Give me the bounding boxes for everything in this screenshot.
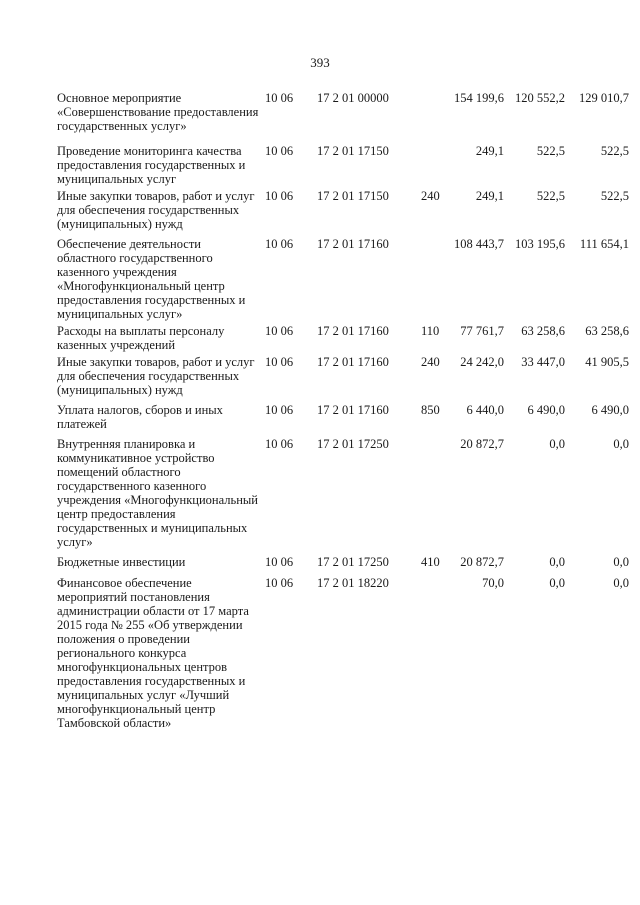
amount-year-3: 129 010,7	[579, 91, 629, 105]
section-code: 10 06	[265, 355, 294, 369]
expense-type-code	[421, 91, 445, 105]
table-row	[57, 324, 627, 352]
row-code	[265, 403, 445, 417]
amount-year-1: 6 440,0	[466, 403, 504, 417]
table-row	[57, 355, 627, 397]
amount-year-3: 0,0	[613, 437, 629, 451]
section-code: 10 06	[265, 437, 294, 451]
row-description: Финансовое обеспечение мероприятий постановления администрации области от 17 марта 2015 года № 255 «Об утверждении положения о проведении регионального конкурса многофункциональных центров предоставления государственных и муниципальных услуг «Лучший многофункциональный центр Тамбовской области»	[57, 576, 249, 730]
amount-year-1: 77 761,7	[460, 324, 504, 338]
amount-year-2: 103 195,6	[515, 237, 565, 251]
target-article-code: 17 2 01 17160	[317, 324, 389, 338]
target-article-code: 17 2 01 17250	[317, 437, 389, 451]
target-article-code: 17 2 01 17160	[317, 355, 389, 369]
amount-year-2: 0,0	[549, 576, 565, 590]
row-code	[265, 324, 445, 338]
table-row	[57, 144, 627, 186]
target-article-code: 17 2 01 17160	[317, 237, 389, 251]
table-row	[57, 237, 627, 321]
table-row	[57, 576, 627, 730]
expense-type-code	[421, 437, 445, 451]
row-code	[265, 437, 445, 451]
row-description: Обеспечение деятельности областного государственного казенного учреждения «Многофункциональный центр предоставления государственных и муниципальных услуг»	[57, 237, 246, 321]
row-code	[265, 144, 445, 158]
table-row	[57, 189, 627, 231]
target-article-code: 17 2 01 17160	[317, 403, 389, 417]
target-article-code: 17 2 01 17250	[317, 555, 389, 569]
row-code	[265, 355, 445, 369]
row-code	[265, 555, 445, 569]
amount-year-3: 111 654,1	[579, 237, 629, 251]
amount-year-3: 0,0	[613, 576, 629, 590]
amount-year-1: 154 199,6	[454, 91, 504, 105]
target-article-code: 17 2 01 17150	[317, 189, 389, 203]
section-code: 10 06	[265, 576, 294, 590]
expense-type-code: 410	[421, 555, 440, 569]
amount-year-2: 522,5	[536, 189, 565, 203]
row-code	[265, 237, 445, 251]
amount-year-1: 24 242,0	[460, 355, 504, 369]
amount-year-2: 0,0	[549, 555, 565, 569]
section-code: 10 06	[265, 189, 294, 203]
table-row	[57, 555, 627, 569]
amount-year-1: 249,1	[475, 144, 504, 158]
row-description: Внутренняя планировка и коммуникативное устройство помещений областного государственного казенного учреждения «Многофункциональный центр предоставления государственных и муниципальных услуг»	[57, 437, 258, 549]
amount-year-1: 20 872,7	[460, 437, 504, 451]
amount-year-2: 522,5	[536, 144, 565, 158]
expense-type-code	[421, 144, 445, 158]
amount-year-3: 6 490,0	[591, 403, 629, 417]
expense-type-code: 110	[421, 324, 440, 338]
row-code	[265, 576, 445, 590]
row-description: Уплата налогов, сборов и иных платежей	[57, 403, 223, 431]
amount-year-2: 63 258,6	[521, 324, 565, 338]
row-description: Иные закупки товаров, работ и услуг для обеспечения государственных (муниципальных) нужд	[57, 189, 255, 231]
row-code	[265, 189, 445, 203]
row-description: Расходы на выплаты персоналу казенных учреждений	[57, 324, 225, 352]
row-description: Иные закупки товаров, работ и услуг для обеспечения государственных (муниципальных) нужд	[57, 355, 255, 397]
row-code	[265, 91, 445, 105]
section-code: 10 06	[265, 403, 294, 417]
amount-year-2: 6 490,0	[527, 403, 565, 417]
budget-table	[57, 91, 627, 730]
section-code: 10 06	[265, 91, 294, 105]
target-article-code: 17 2 01 00000	[317, 91, 389, 105]
amount-year-2: 33 447,0	[521, 355, 565, 369]
table-row	[57, 437, 627, 549]
amount-year-2: 120 552,2	[515, 91, 565, 105]
expense-type-code: 850	[421, 403, 440, 417]
table-row	[57, 91, 627, 133]
expense-type-code: 240	[421, 189, 440, 203]
section-code: 10 06	[265, 144, 294, 158]
expense-type-code	[421, 576, 445, 590]
expense-type-code: 240	[421, 355, 440, 369]
section-code: 10 06	[265, 324, 294, 338]
amount-year-1: 249,1	[475, 189, 504, 203]
amount-year-3: 522,5	[600, 144, 629, 158]
row-description: Проведение мониторинга качества предоставления государственных и муниципальных услуг	[57, 144, 246, 186]
section-code: 10 06	[265, 555, 294, 569]
row-description: Бюджетные инвестиции	[57, 555, 186, 569]
target-article-code: 17 2 01 17150	[317, 144, 389, 158]
amount-year-1: 20 872,7	[460, 555, 504, 569]
row-description: Основное мероприятие «Совершенствование предоставления государственных услуг»	[57, 91, 259, 133]
amount-year-3: 41 905,5	[585, 355, 629, 369]
amount-year-2: 0,0	[549, 437, 565, 451]
amount-year-3: 0,0	[613, 555, 629, 569]
page-number: 393	[310, 55, 330, 70]
amount-year-3: 522,5	[600, 189, 629, 203]
amount-year-3: 63 258,6	[585, 324, 629, 338]
amount-year-1: 70,0	[482, 576, 504, 590]
expense-type-code	[421, 237, 445, 251]
target-article-code: 17 2 01 18220	[317, 576, 389, 590]
table-row	[57, 403, 627, 431]
section-code: 10 06	[265, 237, 294, 251]
amount-year-1: 108 443,7	[454, 237, 504, 251]
